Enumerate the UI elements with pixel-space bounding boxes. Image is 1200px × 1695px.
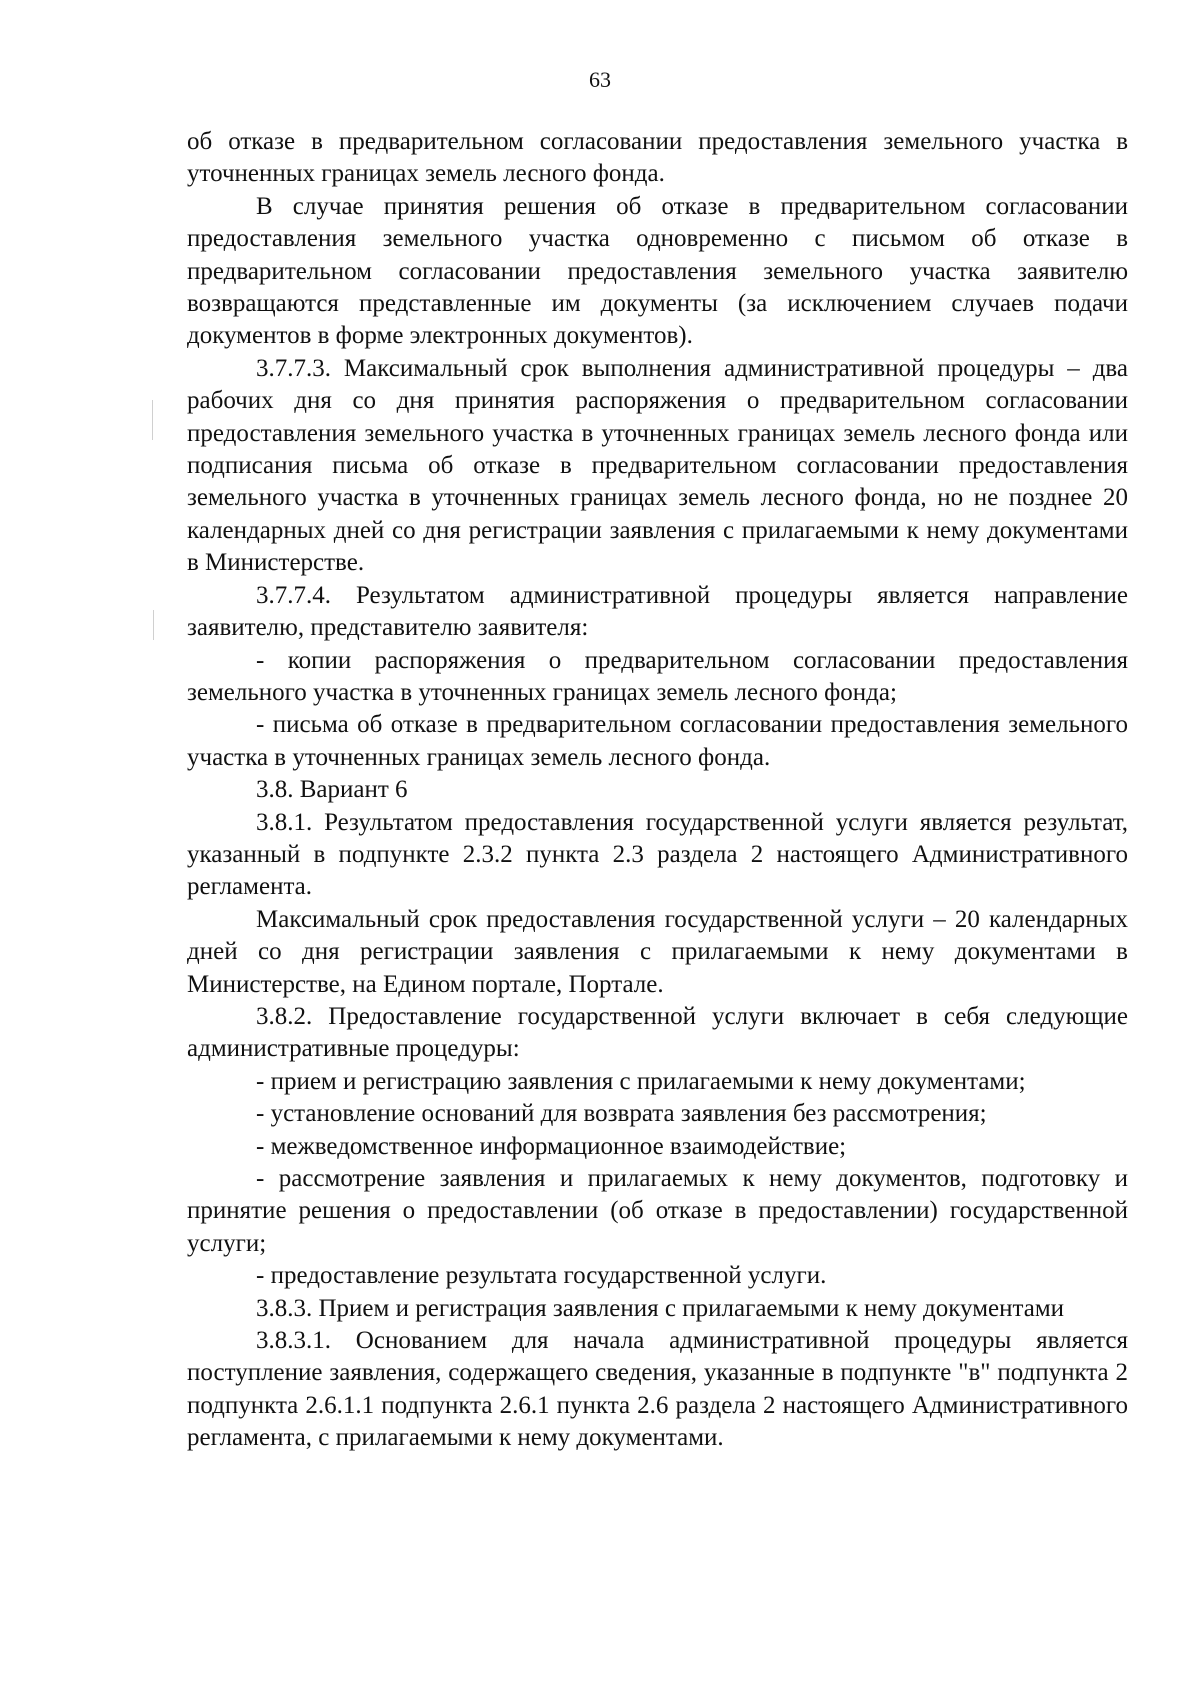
list-item: - межведомственное информационное взаимодействие; [256, 1132, 847, 1160]
paragraph: 3.7.7.4. Результатом административной процедуры является направление заявителю, представителю заявителя: [187, 581, 1128, 642]
list-item: - рассмотрение заявления и прилагаемых к нему документов, подготовку и принятие решения о предоставлении (об отказе в предоставлении) государственной услуги; [187, 1165, 1128, 1257]
paragraph: В случае принятия решения об отказе в предварительном согласовании предоставления земельного участка одновременно с письмом об отказе в предварительном согласовании предоставления земельного участка заявителю возвращаются представленные им документы (за исключением случаев подачи документов в форме электронных документов). [187, 192, 1128, 350]
page-number: 63 [589, 67, 611, 92]
list-item: - установление оснований для возврата заявления без рассмотрения; [256, 1100, 987, 1128]
list-item: - копии распоряжения о предварительном согласовании предоставления земельного участка в уточненных границах земель лесного фонда; [187, 646, 1128, 706]
list-item: - письма об отказе в предварительном согласовании предоставления земельного участка в уточненных границах земель лесного фонда. [187, 711, 1128, 771]
section-heading: 3.8. Вариант 6 [256, 776, 408, 804]
list-item: - прием и регистрацию заявления с прилагаемыми к нему документами; [256, 1067, 1026, 1095]
paragraph: Максимальный срок предоставления государственной услуги – 20 календарных дней со дня регистрации заявления с прилагаемыми к нему документами в Министерстве, на Едином портале, Портале. [187, 905, 1128, 998]
document-body [187, 126, 1128, 1455]
paragraph: 3.7.7.3. Максимальный срок выполнения административной процедуры – два рабочих дня со дня принятия распоряжения о предварительном согласовании предоставления земельного участка в уточненных границах земель лесного фонда или подписания письма об отказе в предварительном согласовании предоставления земельного участка в уточненных границах земель лесного фонда, но не позднее 20 календарных дней со дня регистрации заявления с прилагаемыми к нему документами в Министерстве. [187, 354, 1128, 577]
paragraph: об отказе в предварительном согласовании предоставления земельного участка в уточненных границах земель лесного фонда. [187, 128, 1128, 188]
section-heading: 3.8.3. Прием и регистрация заявления с прилагаемыми к нему документами [256, 1294, 1065, 1322]
scan-margin-mark [153, 610, 154, 640]
scan-margin-mark [152, 400, 153, 440]
paragraph: 3.8.3.1. Основанием для начала административной процедуры является поступление заявления, содержащего сведения, указанные в подпункте "в" подпункта 2 подпункта 2.6.1.1 подпункта 2.6.1 пункта 2.6 раздела 2 настоящего Административного регламента, с прилагаемыми к нему документами. [187, 1327, 1128, 1452]
paragraph: 3.8.1. Результатом предоставления государственной услуги является результат, указанный в подпункте 2.3.2 пункта 2.3 раздела 2 настоящего Административного регламента. [187, 808, 1128, 901]
paragraph: 3.8.2. Предоставление государственной услуги включает в себя следующие административные процедуры: [187, 1002, 1128, 1063]
list-item: - предоставление результата государственной услуги. [256, 1262, 827, 1290]
